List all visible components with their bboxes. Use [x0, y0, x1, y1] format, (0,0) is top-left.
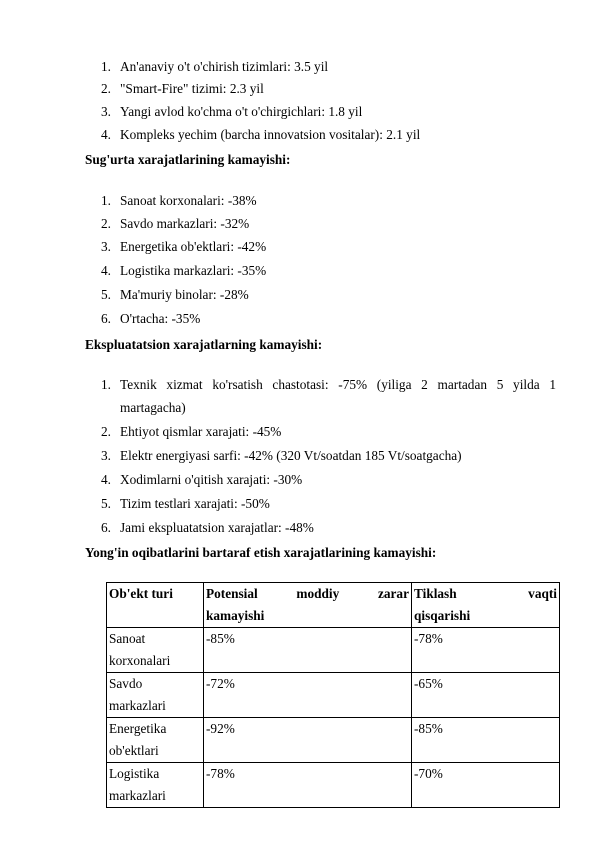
cell-recovery: -85% [412, 718, 560, 763]
table-row [107, 628, 560, 673]
column-header-recovery: Tiklash vaqti qisqarishi [412, 583, 560, 628]
column-header-type: Ob'ekt turi [107, 583, 204, 628]
document-page: 1. An'anaviy o't o'chirish tizimlari: 3.5 yil 2. "Smart-Fire" tizimi: 2.3 yil 3. Yangi avlod ko'chma o't o'chirgichlari: 1.8 yil 4. Kompleks yechim (barcha innovatsion vositalar): 2.1 yil Sug'urta xarajatlarining kamayishi: 1. Sanoat korxonalari: -38% 2. Savdo markazlari: -32% 3. Energetika ob'ektlari: -42% 4. Logistika markazlari: -35% 5. Ma'muriy binolar: -28% 6. O'rtacha: -35% Ekspluatatsion xarajatlarning kamayishi: 1. Texnik xizmat ko'rsatish chastotasi: -75% (yiliga 2 martadan 5 yilda 1 martagacha) 2. Ehtiyot qismlar xarajati: -45% 3. Elektr energiyasi sarfi: -42% (320 Vt/soatdan 185 Vt/soatgacha) 4. Xodimlarni o'qitish xarajati: -30% 5. Tizim testlari xarajati: -50% 6. Jami ekspluatatsion xarajatlar: -48% Yong'in oqibatlarini bartaraf etish xarajatlarining kamayishi: Ob'ekt turi Potensial moddiy zarar kamayishi Tiklash vaqti qisqarishi Sanoat korxonalari -85% -78% Savdo markazlari -72% -65% Energetika ob'ektlari -92% -85% Logistika markazlari -78% -70% [0, 0, 595, 842]
cell-damage: -85% [204, 628, 412, 673]
section-heading-operation: Ekspluatatsion xarajatlarning kamayishi: [85, 337, 323, 352]
data-table [106, 582, 560, 808]
cell-recovery: -70% [412, 763, 560, 808]
cell-damage: -92% [204, 718, 412, 763]
table-row [107, 673, 560, 718]
section-heading-insurance: Sug'urta xarajatlarining kamayishi: [85, 152, 291, 167]
cell-type: Sanoat korxonalari [107, 628, 204, 673]
table-header-row [107, 583, 560, 628]
cell-damage: -78% [204, 763, 412, 808]
cell-damage: -72% [204, 673, 412, 718]
cell-recovery: -65% [412, 673, 560, 718]
cell-type: Savdo markazlari [107, 673, 204, 718]
cell-type: Logistika markazlari [107, 763, 204, 808]
section-heading-fire: Yong'in oqibatlarini bartaraf etish xarajatlarining kamayishi: [85, 545, 437, 560]
cell-recovery: -78% [412, 628, 560, 673]
table-row [107, 763, 560, 808]
table-row [107, 718, 560, 763]
column-header-damage: Potensial moddiy zarar kamayishi [204, 583, 412, 628]
cell-type: Energetika ob'ektlari [107, 718, 204, 763]
